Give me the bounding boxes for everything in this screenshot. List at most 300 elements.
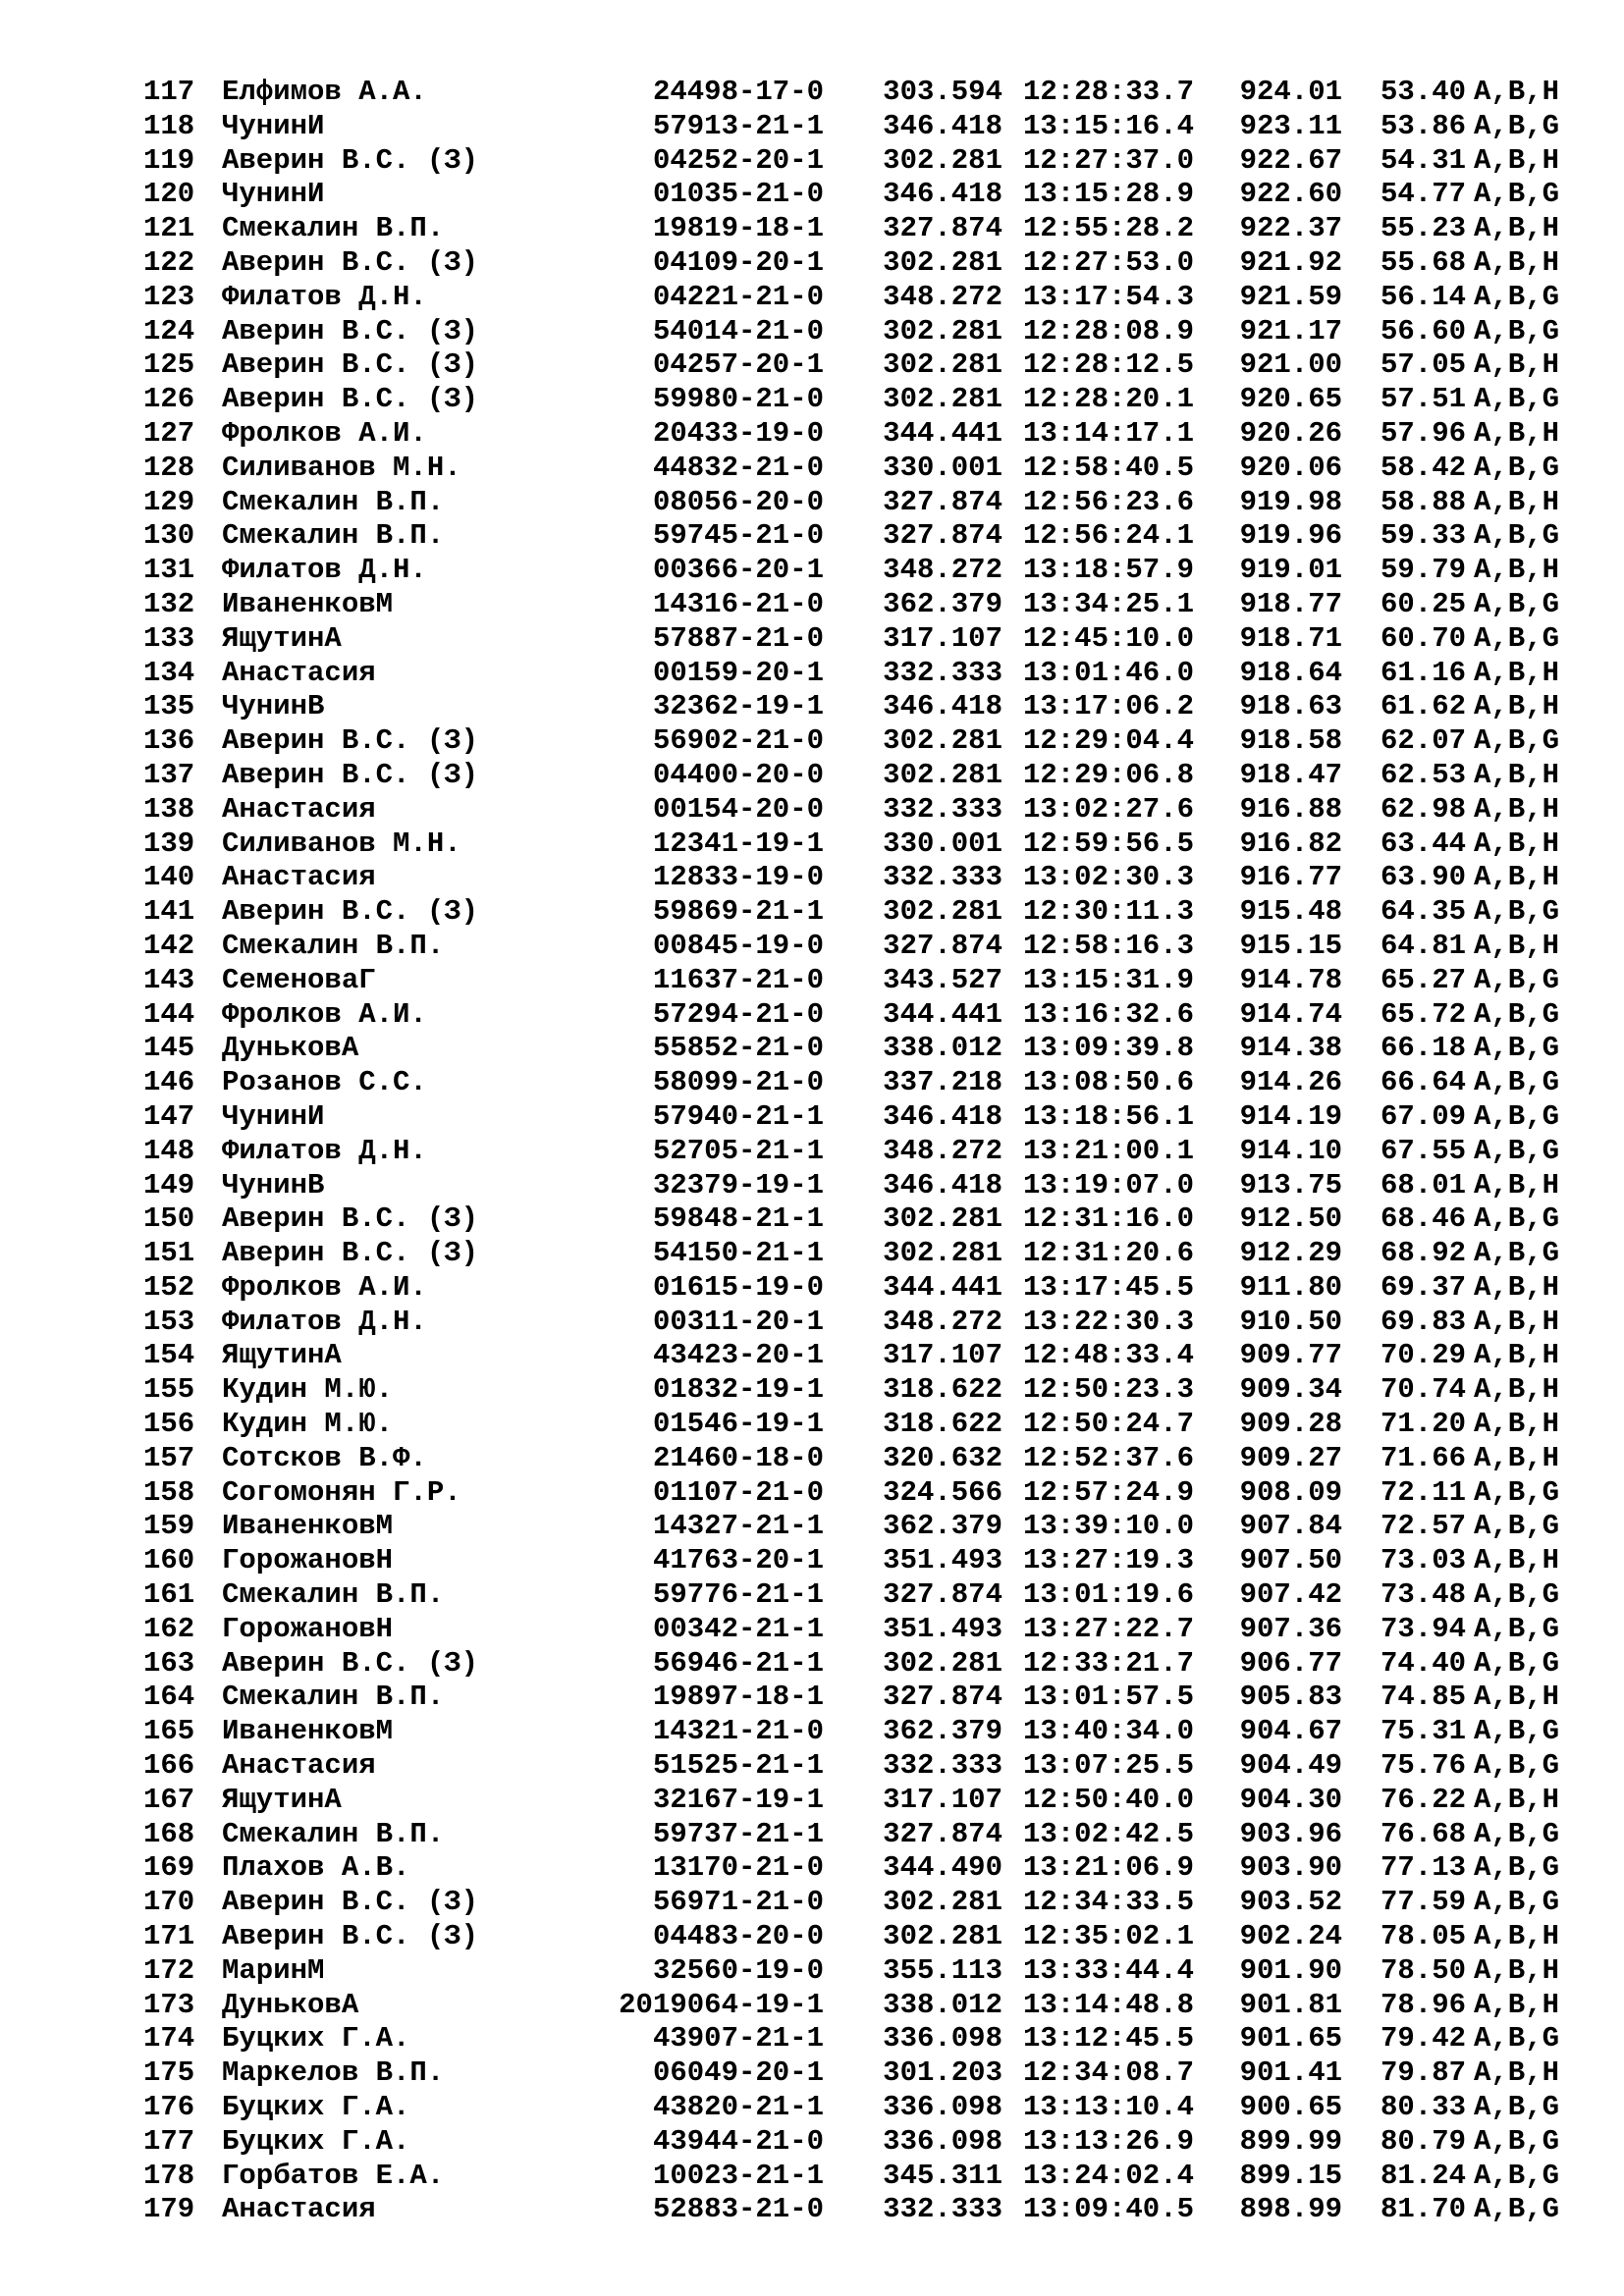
speed-cell: 915.48: [1239, 895, 1342, 929]
coefficient-cell: 68.92: [1380, 1237, 1466, 1270]
table-row: [143, 1954, 1592, 1989]
place-cell: 169: [143, 1851, 195, 1885]
place-cell: 124: [143, 314, 195, 347]
coefficient-cell: 77.13: [1380, 1851, 1466, 1885]
groups-cell: A,B,G: [1474, 280, 1560, 313]
table-row: [143, 1408, 1592, 1442]
coefficient-cell: 78.05: [1380, 1920, 1466, 1953]
speed-cell: 912.50: [1239, 1202, 1342, 1236]
time-cell: 13:27:22.7: [1022, 1612, 1194, 1645]
ring-cell: 00342-21-1: [652, 1612, 824, 1645]
place-cell: 175: [143, 2056, 195, 2090]
name-cell: Согомонян Г.Р.: [222, 1475, 461, 1509]
place-cell: 172: [143, 1953, 195, 1987]
coefficient-cell: 70.29: [1380, 1339, 1466, 1372]
speed-cell: 914.10: [1239, 1134, 1342, 1167]
distance-cell: 302.281: [883, 758, 1002, 791]
groups-cell: A,B,G: [1474, 1612, 1560, 1645]
time-cell: 12:55:28.2: [1022, 212, 1194, 245]
distance-cell: 346.418: [883, 1168, 1002, 1201]
name-cell: Аверин В.С. (З): [222, 724, 479, 758]
ring-cell: 12341-19-1: [652, 827, 824, 860]
table-row: [143, 861, 1592, 895]
place-cell: 129: [143, 485, 195, 518]
table-row: [143, 2125, 1592, 2160]
ring-cell: 01107-21-0: [652, 1475, 824, 1509]
place-cell: 147: [143, 1099, 195, 1133]
ring-cell: 01546-19-1: [652, 1408, 824, 1441]
groups-cell: A,B,H: [1474, 554, 1560, 587]
name-cell: МаринМ: [222, 1953, 325, 1987]
name-cell: Силиванов М.Н.: [222, 451, 461, 484]
coefficient-cell: 74.40: [1380, 1646, 1466, 1680]
time-cell: 13:08:50.6: [1022, 1066, 1194, 1099]
name-cell: Анастасия: [222, 861, 376, 894]
groups-cell: A,B,H: [1474, 1920, 1560, 1953]
table-row: [143, 1681, 1592, 1715]
groups-cell: A,B,G: [1474, 519, 1560, 553]
place-cell: 134: [143, 656, 195, 689]
speed-cell: 912.29: [1239, 1237, 1342, 1270]
distance-cell: 345.311: [883, 2159, 1002, 2192]
table-row: [143, 1237, 1592, 1271]
time-cell: 12:28:12.5: [1022, 348, 1194, 382]
table-row: [143, 930, 1592, 964]
table-row: [143, 1306, 1592, 1340]
table-row: [143, 690, 1592, 724]
groups-cell: A,B,G: [1474, 963, 1560, 996]
name-cell: ДуньковА: [222, 1988, 359, 2021]
name-cell: Розанов С.С.: [222, 1066, 427, 1099]
table-row: [143, 178, 1592, 212]
coefficient-cell: 68.01: [1380, 1168, 1466, 1201]
ring-cell: 24498-17-0: [652, 76, 824, 108]
table-row: [143, 281, 1592, 315]
table-row: [143, 2160, 1592, 2194]
time-cell: 13:02:27.6: [1022, 792, 1194, 826]
groups-cell: A,B,H: [1474, 690, 1560, 723]
speed-cell: 914.78: [1239, 963, 1342, 996]
coefficient-cell: 73.94: [1380, 1612, 1466, 1645]
place-cell: 173: [143, 1988, 195, 2021]
coefficient-cell: 54.77: [1380, 178, 1466, 211]
distance-cell: 346.418: [883, 178, 1002, 211]
groups-cell: A,B,G: [1474, 1237, 1560, 1270]
groups-cell: A,B,G: [1474, 1032, 1560, 1065]
place-cell: 162: [143, 1612, 195, 1645]
distance-cell: 327.874: [883, 1817, 1002, 1850]
groups-cell: A,B,G: [1474, 1475, 1560, 1509]
ring-cell: 57940-21-1: [652, 1099, 824, 1133]
distance-cell: 336.098: [883, 2091, 1002, 2124]
table-row: [143, 588, 1592, 622]
distance-cell: 318.622: [883, 1373, 1002, 1407]
time-cell: 13:19:07.0: [1022, 1168, 1194, 1201]
time-cell: 12:28:20.1: [1022, 383, 1194, 416]
table-row: [143, 759, 1592, 793]
time-cell: 13:13:26.9: [1022, 2124, 1194, 2158]
coefficient-cell: 65.72: [1380, 997, 1466, 1031]
time-cell: 13:18:56.1: [1022, 1099, 1194, 1133]
name-cell: Маркелов В.П.: [222, 2056, 445, 2090]
distance-cell: 327.874: [883, 1578, 1002, 1612]
place-cell: 152: [143, 1270, 195, 1304]
place-cell: 178: [143, 2159, 195, 2192]
speed-cell: 902.24: [1239, 1920, 1342, 1953]
ring-cell: 32167-19-1: [652, 1783, 824, 1816]
ring-cell: 19819-18-1: [652, 212, 824, 245]
ring-cell: 32362-19-1: [652, 690, 824, 723]
groups-cell: A,B,G: [1474, 451, 1560, 484]
speed-cell: 903.96: [1239, 1817, 1342, 1850]
distance-cell: 336.098: [883, 2022, 1002, 2056]
place-cell: 167: [143, 1783, 195, 1816]
coefficient-cell: 57.05: [1380, 348, 1466, 382]
name-cell: Аверин В.С. (З): [222, 1237, 479, 1270]
time-cell: 13:17:54.3: [1022, 280, 1194, 313]
ring-cell: 14327-21-1: [652, 1510, 824, 1543]
speed-cell: 907.42: [1239, 1578, 1342, 1612]
name-cell: Силиванов М.Н.: [222, 827, 461, 860]
ring-cell: 57913-21-1: [652, 109, 824, 142]
coefficient-cell: 56.60: [1380, 314, 1466, 347]
results-table: [143, 76, 1592, 2227]
name-cell: ЧунинИ: [222, 109, 325, 142]
groups-cell: A,B,G: [1474, 997, 1560, 1031]
place-cell: 142: [143, 929, 195, 962]
name-cell: ИваненковМ: [222, 587, 394, 620]
speed-cell: 918.63: [1239, 690, 1342, 723]
distance-cell: 320.632: [883, 1441, 1002, 1474]
coefficient-cell: 74.85: [1380, 1681, 1466, 1714]
ring-cell: 00159-20-1: [652, 656, 824, 689]
name-cell: ЯщутинА: [222, 1783, 342, 1816]
time-cell: 13:15:28.9: [1022, 178, 1194, 211]
ring-cell: 01035-21-0: [652, 178, 824, 211]
speed-cell: 918.64: [1239, 656, 1342, 689]
name-cell: Фролков А.И.: [222, 997, 427, 1031]
time-cell: 13:17:06.2: [1022, 690, 1194, 723]
distance-cell: 346.418: [883, 690, 1002, 723]
distance-cell: 302.281: [883, 348, 1002, 382]
name-cell: ЧунинВ: [222, 690, 325, 723]
groups-cell: A,B,H: [1474, 348, 1560, 382]
speed-cell: 916.77: [1239, 861, 1342, 894]
speed-cell: 920.06: [1239, 451, 1342, 484]
groups-cell: A,B,G: [1474, 1715, 1560, 1748]
speed-cell: 914.38: [1239, 1032, 1342, 1065]
place-cell: 174: [143, 2022, 195, 2056]
time-cell: 13:27:19.3: [1022, 1544, 1194, 1577]
coefficient-cell: 66.64: [1380, 1066, 1466, 1099]
groups-cell: A,B,H: [1474, 76, 1560, 108]
place-cell: 155: [143, 1373, 195, 1407]
ring-cell: 12833-19-0: [652, 861, 824, 894]
table-row: [143, 1032, 1592, 1066]
groups-cell: A,B,G: [1474, 1510, 1560, 1543]
distance-cell: 346.418: [883, 1099, 1002, 1133]
coefficient-cell: 81.70: [1380, 2193, 1466, 2226]
place-cell: 153: [143, 1305, 195, 1338]
speed-cell: 907.84: [1239, 1510, 1342, 1543]
name-cell: Филатов Д.Н.: [222, 1134, 427, 1167]
coefficient-cell: 72.57: [1380, 1510, 1466, 1543]
speed-cell: 922.60: [1239, 178, 1342, 211]
place-cell: 148: [143, 1134, 195, 1167]
name-cell: Смекалин В.П.: [222, 212, 445, 245]
time-cell: 12:45:10.0: [1022, 621, 1194, 655]
name-cell: Аверин В.С. (З): [222, 348, 479, 382]
groups-cell: A,B,H: [1474, 2056, 1560, 2090]
ring-cell: 13170-21-0: [652, 1851, 824, 1885]
groups-cell: A,B,G: [1474, 1886, 1560, 1919]
groups-cell: A,B,H: [1474, 827, 1560, 860]
table-row: [143, 828, 1592, 862]
time-cell: 13:01:19.6: [1022, 1578, 1194, 1612]
place-cell: 119: [143, 143, 195, 177]
groups-cell: A,B,H: [1474, 758, 1560, 791]
groups-cell: A,B,G: [1474, 1578, 1560, 1612]
ring-cell: 32560-19-0: [652, 1953, 824, 1987]
distance-cell: 355.113: [883, 1953, 1002, 1987]
groups-cell: A,B,G: [1474, 1817, 1560, 1850]
distance-cell: 324.566: [883, 1475, 1002, 1509]
time-cell: 13:21:00.1: [1022, 1134, 1194, 1167]
name-cell: Аверин В.С. (З): [222, 143, 479, 177]
name-cell: Смекалин В.П.: [222, 929, 445, 962]
groups-cell: A,B,G: [1474, 1851, 1560, 1885]
place-cell: 128: [143, 451, 195, 484]
name-cell: Анастасия: [222, 656, 376, 689]
name-cell: Анастасия: [222, 792, 376, 826]
name-cell: Филатов Д.Н.: [222, 280, 427, 313]
coefficient-cell: 59.33: [1380, 519, 1466, 553]
ring-cell: 43423-20-1: [652, 1339, 824, 1372]
ring-cell: 59848-21-1: [652, 1202, 824, 1236]
table-row: [143, 1339, 1592, 1373]
speed-cell: 922.67: [1239, 143, 1342, 177]
place-cell: 163: [143, 1646, 195, 1680]
place-cell: 133: [143, 621, 195, 655]
distance-cell: 317.107: [883, 1783, 1002, 1816]
distance-cell: 317.107: [883, 1339, 1002, 1372]
time-cell: 13:01:57.5: [1022, 1681, 1194, 1714]
distance-cell: 302.281: [883, 1646, 1002, 1680]
time-cell: 12:30:11.3: [1022, 895, 1194, 929]
place-cell: 136: [143, 724, 195, 758]
distance-cell: 302.281: [883, 314, 1002, 347]
name-cell: ИваненковМ: [222, 1715, 394, 1748]
distance-cell: 351.493: [883, 1544, 1002, 1577]
ring-cell: 43944-21-0: [652, 2124, 824, 2158]
speed-cell: 916.88: [1239, 792, 1342, 826]
ring-cell: 19897-18-1: [652, 1681, 824, 1714]
coefficient-cell: 62.53: [1380, 758, 1466, 791]
table-row: [143, 1202, 1592, 1237]
speed-cell: 918.71: [1239, 621, 1342, 655]
groups-cell: A,B,H: [1474, 1339, 1560, 1372]
time-cell: 12:29:06.8: [1022, 758, 1194, 791]
time-cell: 13:21:06.9: [1022, 1851, 1194, 1885]
distance-cell: 336.098: [883, 2124, 1002, 2158]
time-cell: 12:28:33.7: [1022, 76, 1194, 108]
coefficient-cell: 79.42: [1380, 2022, 1466, 2056]
distance-cell: 332.333: [883, 656, 1002, 689]
distance-cell: 330.001: [883, 451, 1002, 484]
speed-cell: 910.50: [1239, 1305, 1342, 1338]
coefficient-cell: 78.50: [1380, 1953, 1466, 1987]
coefficient-cell: 63.44: [1380, 827, 1466, 860]
speed-cell: 900.65: [1239, 2091, 1342, 2124]
distance-cell: 348.272: [883, 1134, 1002, 1167]
distance-cell: 338.012: [883, 1032, 1002, 1065]
coefficient-cell: 79.87: [1380, 2056, 1466, 2090]
groups-cell: A,B,H: [1474, 1783, 1560, 1816]
ring-cell: 04257-20-1: [652, 348, 824, 382]
groups-cell: A,B,H: [1474, 1168, 1560, 1201]
table-row: [143, 348, 1592, 383]
coefficient-cell: 58.42: [1380, 451, 1466, 484]
ring-cell: 04483-20-0: [652, 1920, 824, 1953]
ring-cell: 44832-21-0: [652, 451, 824, 484]
speed-cell: 903.52: [1239, 1886, 1342, 1919]
name-cell: Смекалин В.П.: [222, 1817, 445, 1850]
name-cell: Кудин М.Ю.: [222, 1408, 394, 1441]
distance-cell: 332.333: [883, 792, 1002, 826]
coefficient-cell: 67.09: [1380, 1099, 1466, 1133]
time-cell: 13:40:34.0: [1022, 1715, 1194, 1748]
groups-cell: A,B,H: [1474, 245, 1560, 279]
groups-cell: A,B,H: [1474, 485, 1560, 518]
groups-cell: A,B,H: [1474, 1681, 1560, 1714]
ring-cell: 59737-21-1: [652, 1817, 824, 1850]
speed-cell: 904.30: [1239, 1783, 1342, 1816]
distance-cell: 344.441: [883, 416, 1002, 450]
table-row: [143, 212, 1592, 246]
place-cell: 138: [143, 792, 195, 826]
table-row: [143, 519, 1592, 554]
distance-cell: 332.333: [883, 861, 1002, 894]
ring-cell: 01832-19-1: [652, 1373, 824, 1407]
place-cell: 159: [143, 1510, 195, 1543]
speed-cell: 918.77: [1239, 587, 1342, 620]
groups-cell: A,B,H: [1474, 143, 1560, 177]
table-row: [143, 1613, 1592, 1647]
distance-cell: 302.281: [883, 895, 1002, 929]
speed-cell: 901.41: [1239, 2056, 1342, 2090]
ring-cell: 58099-21-0: [652, 1066, 824, 1099]
table-row: [143, 1818, 1592, 1852]
time-cell: 12:56:24.1: [1022, 519, 1194, 553]
coefficient-cell: 71.66: [1380, 1441, 1466, 1474]
place-cell: 127: [143, 416, 195, 450]
groups-cell: A,B,H: [1474, 1953, 1560, 1987]
speed-cell: 916.82: [1239, 827, 1342, 860]
groups-cell: A,B,G: [1474, 178, 1560, 211]
groups-cell: A,B,H: [1474, 929, 1560, 962]
place-cell: 132: [143, 587, 195, 620]
distance-cell: 301.203: [883, 2056, 1002, 2090]
coefficient-cell: 55.23: [1380, 212, 1466, 245]
table-row: [143, 1578, 1592, 1613]
speed-cell: 909.27: [1239, 1441, 1342, 1474]
table-row: [143, 1476, 1592, 1511]
name-cell: Аверин В.С. (З): [222, 1202, 479, 1236]
ring-cell: 59776-21-1: [652, 1578, 824, 1612]
name-cell: Анастасия: [222, 2193, 376, 2226]
speed-cell: 920.65: [1239, 383, 1342, 416]
distance-cell: 327.874: [883, 485, 1002, 518]
ring-cell: 52883-21-0: [652, 2193, 824, 2226]
name-cell: Аверин В.С. (З): [222, 383, 479, 416]
table-row: [143, 1510, 1592, 1544]
place-cell: 156: [143, 1408, 195, 1441]
groups-cell: A,B,G: [1474, 383, 1560, 416]
table-row: [143, 2022, 1592, 2056]
place-cell: 135: [143, 690, 195, 723]
time-cell: 12:29:04.4: [1022, 724, 1194, 758]
distance-cell: 327.874: [883, 212, 1002, 245]
coefficient-cell: 70.74: [1380, 1373, 1466, 1407]
place-cell: 158: [143, 1475, 195, 1509]
groups-cell: A,B,G: [1474, 1202, 1560, 1236]
ring-cell: 57294-21-0: [652, 997, 824, 1031]
place-cell: 170: [143, 1886, 195, 1919]
table-row: [143, 1066, 1592, 1100]
name-cell: Филатов Д.Н.: [222, 554, 427, 587]
name-cell: Аверин В.С. (З): [222, 895, 479, 929]
ring-cell: 04109-20-1: [652, 245, 824, 279]
ring-cell: 59869-21-1: [652, 895, 824, 929]
ring-cell: 51525-21-1: [652, 1749, 824, 1783]
place-cell: 117: [143, 76, 195, 108]
name-cell: Смекалин В.П.: [222, 519, 445, 553]
time-cell: 13:12:45.5: [1022, 2022, 1194, 2056]
place-cell: 161: [143, 1578, 195, 1612]
time-cell: 12:28:08.9: [1022, 314, 1194, 347]
speed-cell: 908.09: [1239, 1475, 1342, 1509]
coefficient-cell: 73.03: [1380, 1544, 1466, 1577]
table-row: [143, 1271, 1592, 1306]
groups-cell: A,B,G: [1474, 2193, 1560, 2226]
ring-cell: 54014-21-0: [652, 314, 824, 347]
speed-cell: 899.15: [1239, 2159, 1342, 2192]
table-row: [143, 1749, 1592, 1784]
distance-cell: 330.001: [883, 827, 1002, 860]
table-row: [143, 2056, 1592, 2091]
distance-cell: 302.281: [883, 143, 1002, 177]
table-row: [143, 1135, 1592, 1169]
time-cell: 13:15:16.4: [1022, 109, 1194, 142]
place-cell: 145: [143, 1032, 195, 1065]
speed-cell: 909.34: [1239, 1373, 1342, 1407]
coefficient-cell: 66.18: [1380, 1032, 1466, 1065]
groups-cell: A,B,H: [1474, 416, 1560, 450]
coefficient-cell: 69.37: [1380, 1270, 1466, 1304]
ring-cell: 00311-20-1: [652, 1305, 824, 1338]
table-row: [143, 1851, 1592, 1886]
table-row: [143, 144, 1592, 179]
speed-cell: 914.74: [1239, 997, 1342, 1031]
time-cell: 13:33:44.4: [1022, 1953, 1194, 1987]
table-row: [143, 76, 1592, 110]
distance-cell: 318.622: [883, 1408, 1002, 1441]
coefficient-cell: 55.68: [1380, 245, 1466, 279]
time-cell: 13:15:31.9: [1022, 963, 1194, 996]
speed-cell: 919.01: [1239, 554, 1342, 587]
groups-cell: A,B,G: [1474, 1749, 1560, 1783]
coefficient-cell: 58.88: [1380, 485, 1466, 518]
